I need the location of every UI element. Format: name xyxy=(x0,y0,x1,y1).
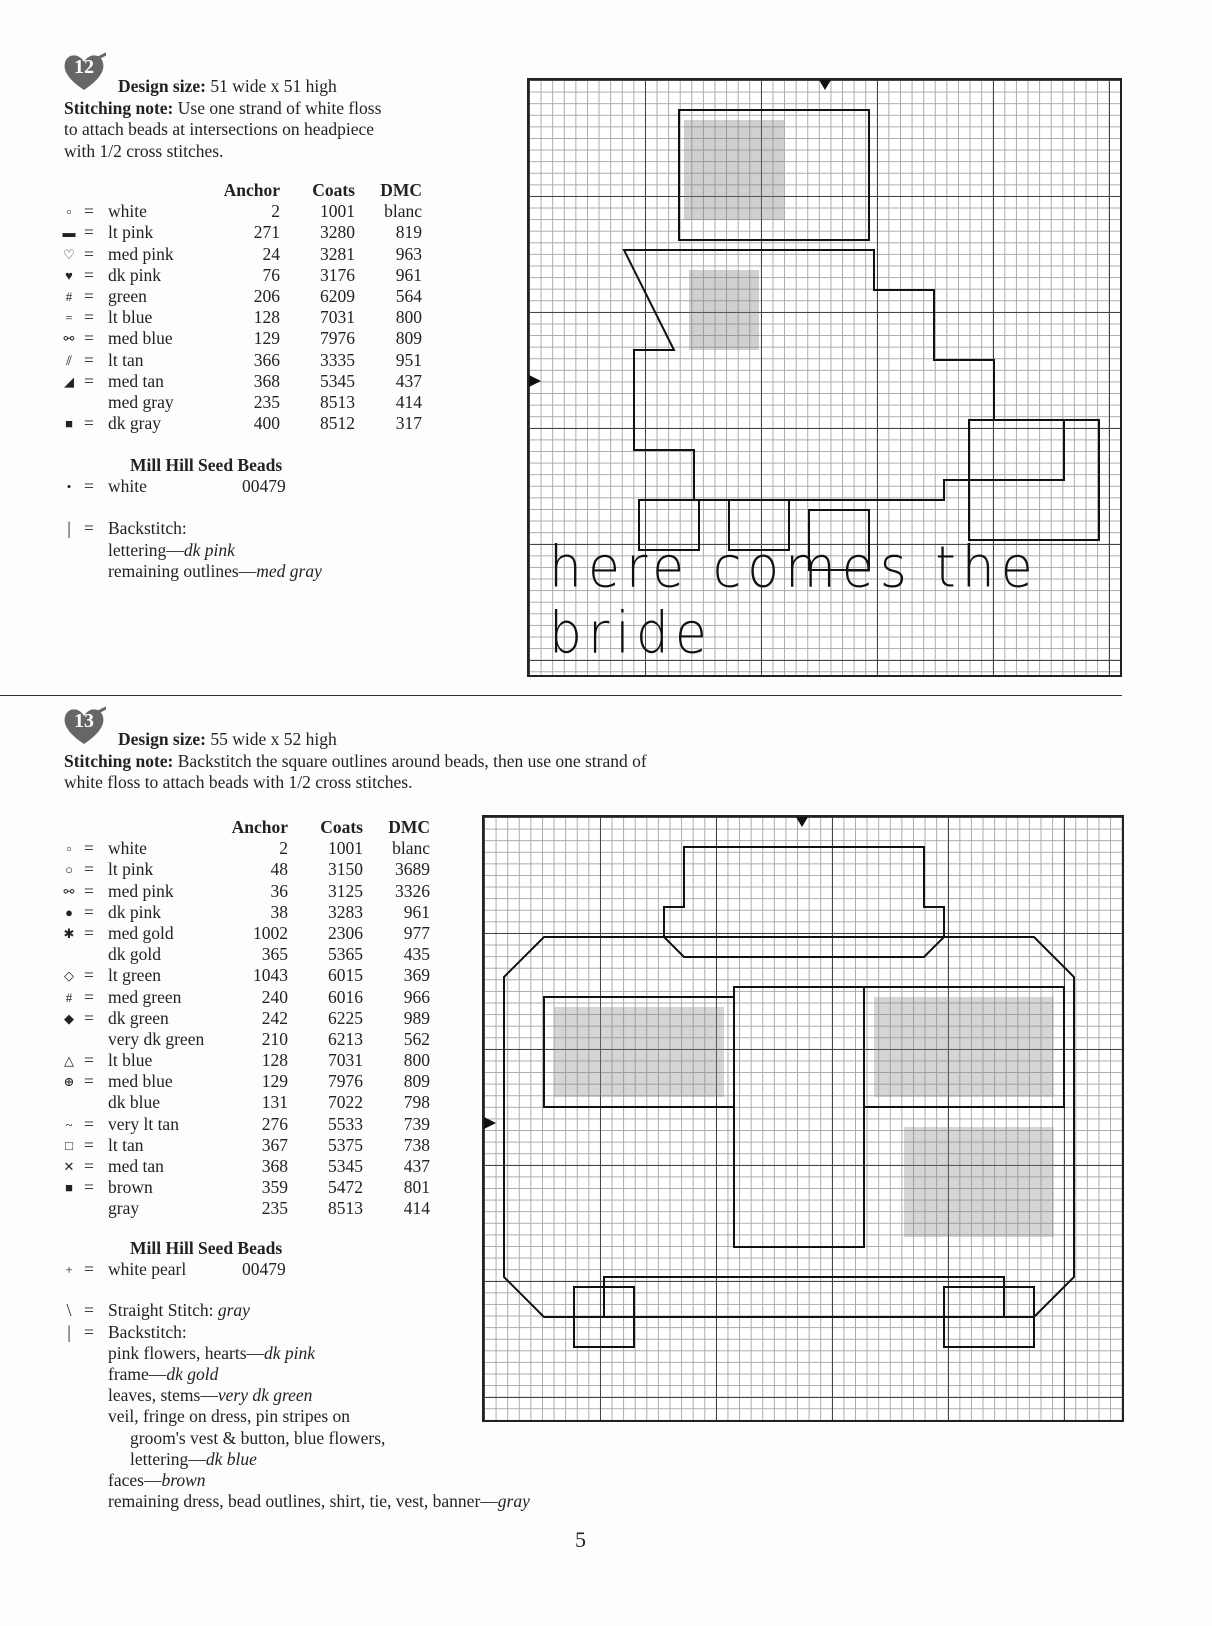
floss-symbol-icon: ◢ xyxy=(64,373,74,389)
anchor-number: 48 xyxy=(270,859,288,880)
floss-symbol-icon: ✕ xyxy=(63,1159,75,1174)
design-size: 55 wide x 52 high xyxy=(210,729,337,749)
color-name: med green xyxy=(108,986,182,1007)
coats-number: 6015 xyxy=(328,965,363,986)
color-key-row xyxy=(62,838,452,859)
floss-symbol-icon: = xyxy=(65,310,73,326)
table-header xyxy=(62,180,442,201)
color-name: dk blue xyxy=(108,1092,161,1113)
dmc-number: 961 xyxy=(403,901,430,922)
color-name: gray xyxy=(108,1198,140,1219)
stitch-label xyxy=(108,518,187,539)
bead-row xyxy=(62,476,482,497)
anchor-number: 128 xyxy=(261,1050,288,1071)
equals-sign: = xyxy=(84,518,94,539)
floss-symbol-icon: ▫ xyxy=(66,841,72,857)
coats-number: 6209 xyxy=(320,285,355,306)
center-arrow-top-icon xyxy=(796,817,808,827)
stitch-item xyxy=(62,1470,622,1491)
equals-sign: = xyxy=(84,986,94,1007)
dmc-number: blanc xyxy=(384,201,422,222)
beads-title: Mill Hill Seed Beads xyxy=(130,1238,283,1258)
color-name: med pink xyxy=(108,243,174,264)
stitch-item xyxy=(62,1449,622,1470)
note-line: with 1/2 cross stitches. xyxy=(64,140,224,161)
cross-stitch-chart-12 xyxy=(527,78,1122,677)
anchor-number: 24 xyxy=(262,243,280,264)
coats-number: 5365 xyxy=(328,944,363,965)
design-size: 51 wide x 51 high xyxy=(210,76,337,96)
coats-number: 3280 xyxy=(320,222,355,243)
design-13-info xyxy=(64,729,647,794)
column-header: DMC xyxy=(388,817,430,837)
anchor-number: 2 xyxy=(271,201,280,222)
anchor-number: 366 xyxy=(253,349,280,370)
color-key-row xyxy=(62,265,442,286)
color-name: dk gray xyxy=(108,413,161,434)
bead-symbol-icon: + xyxy=(65,1262,73,1278)
floss-symbol-icon: ● xyxy=(65,904,73,920)
column-header: Coats xyxy=(320,817,363,837)
design-size-label: Design size: xyxy=(118,729,206,749)
color-key-row xyxy=(62,859,452,880)
stitch-color: med gray xyxy=(256,560,322,581)
column-header: Anchor xyxy=(231,817,288,837)
floss-symbol-icon: ■ xyxy=(65,1180,73,1196)
stitch-area: remaining outlines— xyxy=(108,560,257,581)
equals-sign: = xyxy=(84,222,94,243)
color-name: white xyxy=(108,838,147,859)
color-key-row xyxy=(62,222,442,243)
stitch-color: dk blue xyxy=(205,1448,257,1469)
center-panel-outline xyxy=(734,987,864,1247)
stitch-row xyxy=(62,518,482,539)
stitch-type: Backstitch: xyxy=(108,1321,187,1342)
color-name: very dk green xyxy=(108,1028,205,1049)
color-key-row xyxy=(62,1071,452,1092)
equals-sign: = xyxy=(84,922,94,943)
color-name: lt pink xyxy=(108,222,154,243)
coats-number: 8512 xyxy=(320,413,355,434)
anchor-number: 365 xyxy=(261,944,288,965)
stitch-symbol-icon: | xyxy=(67,1321,71,1342)
equals-sign: = xyxy=(84,1156,94,1176)
stitch-area: groom's vest & button, blue flowers, xyxy=(130,1427,386,1448)
column-header: DMC xyxy=(380,180,422,200)
color-key-row xyxy=(62,1092,452,1113)
spacer xyxy=(62,497,482,518)
dmc-number: 437 xyxy=(395,370,422,391)
dmc-number: 369 xyxy=(403,965,430,986)
coats-number: 8513 xyxy=(328,1198,363,1219)
equals-sign: = xyxy=(84,1300,94,1321)
equals-sign: = xyxy=(84,328,94,349)
equals-sign: = xyxy=(84,838,94,859)
color-key-row xyxy=(62,965,452,986)
color-key-row xyxy=(62,413,442,434)
stitch-color: gray xyxy=(497,1491,530,1512)
equals-sign: = xyxy=(84,901,94,922)
dmc-number: 961 xyxy=(395,264,422,285)
dmc-number: 562 xyxy=(403,1028,430,1049)
stitch-area: pink flowers, hearts— xyxy=(108,1342,265,1363)
equals-sign: = xyxy=(84,859,94,880)
floss-symbol-icon: ■ xyxy=(65,416,73,432)
color-name: very lt tan xyxy=(108,1113,179,1134)
note-label: Stitching note: xyxy=(64,750,174,771)
chart-lettering: here comes the bride xyxy=(549,535,1039,667)
dmc-number: 809 xyxy=(395,328,422,349)
stitch-color: dk gold xyxy=(166,1363,219,1384)
stitch-label xyxy=(108,1300,250,1321)
floss-symbol-icon: ○ xyxy=(65,862,73,878)
coats-number: 6225 xyxy=(328,1007,363,1028)
color-key-row xyxy=(62,1114,452,1135)
coats-number: 7031 xyxy=(328,1050,363,1071)
column-header: Anchor xyxy=(223,180,280,200)
equals-sign: = xyxy=(84,476,94,497)
coats-number: 3125 xyxy=(328,880,363,901)
floss-symbol-icon: ~ xyxy=(65,1116,73,1132)
coats-number: 3176 xyxy=(320,264,355,285)
color-name: med pink xyxy=(108,880,174,901)
floss-symbol-icon: □ xyxy=(65,1137,73,1153)
equals-sign: = xyxy=(84,1134,94,1155)
equals-sign: = xyxy=(84,1321,94,1342)
anchor-number: 131 xyxy=(261,1092,288,1113)
equals-sign: = xyxy=(84,370,94,391)
color-name: med blue xyxy=(108,1071,173,1092)
equals-sign: = xyxy=(84,1113,94,1134)
note-label: Stitching note: xyxy=(64,97,174,118)
bead-code: 00479 xyxy=(242,1259,286,1280)
anchor-number: 38 xyxy=(270,901,288,922)
anchor-number: 235 xyxy=(261,1198,288,1219)
dmc-number: 317 xyxy=(395,413,422,434)
dmc-number: 800 xyxy=(395,307,422,328)
color-name: dk pink xyxy=(108,901,161,922)
floss-symbol-icon: ▬ xyxy=(62,225,76,241)
color-key-row xyxy=(62,902,452,923)
dmc-number: 966 xyxy=(403,986,430,1007)
dmc-number: 739 xyxy=(403,1113,430,1134)
stitch-symbol-icon: \ xyxy=(66,1300,72,1321)
stitch-type: Straight Stitch: xyxy=(108,1300,218,1321)
dmc-number: 800 xyxy=(403,1050,430,1071)
dmc-number: 801 xyxy=(403,1177,430,1198)
equals-sign: = xyxy=(84,307,94,328)
color-name: white xyxy=(108,201,147,222)
stitch-color: dk pink xyxy=(264,1342,316,1363)
anchor-number: 240 xyxy=(261,986,288,1007)
beads-and-stitches xyxy=(62,455,482,582)
color-name: green xyxy=(108,285,147,306)
coats-number: 3283 xyxy=(328,901,363,922)
note-line: white floss to attach beads with 1/2 cross stitches. xyxy=(64,772,413,792)
coats-number: 7976 xyxy=(328,1071,363,1092)
bead-code: 00479 xyxy=(242,476,286,497)
stitch-type: Backstitch: xyxy=(108,518,187,539)
color-name: dk gold xyxy=(108,944,161,965)
dmc-number: 564 xyxy=(395,285,422,306)
stitch-area: veil, fringe on dress, pin stripes on xyxy=(108,1406,351,1427)
floss-symbol-icon: ♡ xyxy=(63,246,75,262)
anchor-number: 271 xyxy=(253,222,280,243)
coats-number: 3335 xyxy=(320,349,355,370)
dmc-number: 738 xyxy=(403,1134,430,1155)
color-key-row xyxy=(62,350,442,371)
coats-number: 2306 xyxy=(328,922,363,943)
stitch-area: frame— xyxy=(108,1363,167,1384)
center-arrow-top-icon xyxy=(819,80,831,90)
anchor-number: 400 xyxy=(253,413,280,434)
color-key-table xyxy=(62,180,442,434)
color-name: lt blue xyxy=(108,1050,153,1071)
floss-symbol-icon: ⚯ xyxy=(63,331,75,347)
color-name: brown xyxy=(108,1177,153,1198)
color-key-row xyxy=(62,944,452,965)
color-key-table xyxy=(62,817,452,1220)
dmc-number: blanc xyxy=(392,838,430,859)
dmc-number: 989 xyxy=(403,1007,430,1028)
stitch-color: brown xyxy=(161,1469,206,1490)
column-header: Coats xyxy=(312,180,355,200)
color-key-row xyxy=(62,371,442,392)
stitch-area: leaves, stems— xyxy=(108,1385,218,1406)
floss-symbol-icon: ▫ xyxy=(66,204,72,220)
stitch-color: gray xyxy=(217,1300,250,1321)
color-key-row xyxy=(62,1198,452,1219)
color-key-row xyxy=(62,1050,452,1071)
chart-motif xyxy=(484,817,1122,1420)
equals-sign: = xyxy=(84,1007,94,1028)
dmc-number: 963 xyxy=(395,243,422,264)
anchor-number: 210 xyxy=(261,1028,288,1049)
design-size-label: Design size: xyxy=(118,76,206,96)
stitch-label xyxy=(108,1322,187,1343)
coats-number: 5375 xyxy=(328,1134,363,1155)
coats-number: 3150 xyxy=(328,859,363,880)
dmc-number: 414 xyxy=(395,391,422,412)
color-name: med gold xyxy=(108,922,174,943)
dmc-number: 3326 xyxy=(395,880,430,901)
color-key-row xyxy=(62,1008,452,1029)
stitch-area: lettering— xyxy=(130,1448,206,1469)
coats-number: 6016 xyxy=(328,986,363,1007)
anchor-number: 2 xyxy=(279,838,288,859)
stitch-color: very dk green xyxy=(217,1385,313,1406)
coats-number: 5345 xyxy=(328,1156,363,1176)
dmc-number: 977 xyxy=(403,922,430,943)
anchor-number: 242 xyxy=(261,1007,288,1028)
anchor-number: 129 xyxy=(253,328,280,349)
note-line: to attach beads at intersections on headpiece xyxy=(64,119,375,139)
coats-number: 5472 xyxy=(328,1177,363,1198)
bead-name: white xyxy=(108,476,147,497)
equals-sign: = xyxy=(84,201,94,222)
floss-symbol-icon: ⚯ xyxy=(63,883,75,899)
color-key-row xyxy=(62,1156,452,1177)
anchor-number: 129 xyxy=(261,1071,288,1092)
color-key-row xyxy=(62,881,452,902)
color-key-row xyxy=(62,244,442,265)
color-name: med gray xyxy=(108,391,174,412)
cross-stitch-chart-13 xyxy=(482,815,1124,1422)
equals-sign: = xyxy=(84,243,94,264)
note-line: Use one strand of white floss xyxy=(173,97,382,118)
stitch-area: remaining dress, bead outlines, shirt, tie, vest, banner— xyxy=(108,1491,498,1512)
floss-symbol-icon: ⫽ xyxy=(66,352,72,368)
anchor-number: 368 xyxy=(261,1156,288,1176)
color-key-row xyxy=(62,1135,452,1156)
dmc-number: 809 xyxy=(403,1071,430,1092)
stitch-item xyxy=(62,1491,622,1512)
color-key-row xyxy=(62,307,442,328)
color-key-row xyxy=(62,328,442,349)
dmc-number: 819 xyxy=(395,222,422,243)
coats-number: 7976 xyxy=(320,328,355,349)
center-arrow-left-icon xyxy=(529,375,541,387)
color-name: med tan xyxy=(108,370,164,391)
stitch-item xyxy=(62,1428,622,1449)
anchor-number: 76 xyxy=(262,264,280,285)
color-name: med blue xyxy=(108,328,173,349)
anchor-number: 206 xyxy=(253,285,280,306)
floss-symbol-icon: # xyxy=(65,288,73,304)
anchor-number: 359 xyxy=(261,1177,288,1198)
bead-name: white pearl xyxy=(108,1259,187,1280)
note-line: Backstitch the square outlines around beads, then use one strand of xyxy=(173,750,647,771)
dmc-number: 437 xyxy=(403,1156,430,1176)
floss-symbol-icon: # xyxy=(65,989,73,1005)
page-number: 5 xyxy=(575,1527,586,1552)
anchor-number: 276 xyxy=(261,1113,288,1134)
floss-symbol-icon: ⊕ xyxy=(63,1074,75,1090)
dmc-number: 951 xyxy=(395,349,422,370)
color-key-row xyxy=(62,201,442,222)
color-key-row xyxy=(62,286,442,307)
floss-symbol-icon: ♥ xyxy=(65,267,73,283)
color-name: lt tan xyxy=(108,1134,144,1155)
coats-number: 1001 xyxy=(320,201,355,222)
bead-symbol-icon: • xyxy=(66,479,72,495)
coats-number: 8513 xyxy=(320,391,355,412)
anchor-number: 367 xyxy=(261,1134,288,1155)
beads-title: Mill Hill Seed Beads xyxy=(130,455,283,475)
dmc-number: 798 xyxy=(403,1092,430,1113)
table-header xyxy=(62,817,452,838)
color-name: dk pink xyxy=(108,264,161,285)
floss-symbol-icon: ✱ xyxy=(63,925,75,941)
anchor-number: 1043 xyxy=(253,965,288,986)
design-number: 12 xyxy=(74,56,94,78)
color-key-row xyxy=(62,987,452,1008)
coats-number: 5345 xyxy=(320,370,355,391)
design-12-info xyxy=(64,76,381,162)
equals-sign: = xyxy=(84,413,94,434)
color-key-row xyxy=(62,392,442,413)
stitch-area: faces— xyxy=(108,1469,162,1490)
equals-sign: = xyxy=(84,1177,94,1198)
color-key-row xyxy=(62,1177,452,1198)
coats-number: 1001 xyxy=(328,838,363,859)
color-name: med tan xyxy=(108,1156,164,1176)
banner-outline xyxy=(664,847,944,957)
equals-sign: = xyxy=(84,1259,94,1280)
equals-sign: = xyxy=(84,349,94,370)
equals-sign: = xyxy=(84,965,94,986)
color-key-row xyxy=(62,923,452,944)
coats-number: 5533 xyxy=(328,1113,363,1134)
color-key-row xyxy=(62,1029,452,1050)
floss-symbol-icon: △ xyxy=(64,1053,74,1069)
stitch-area: lettering— xyxy=(108,539,184,560)
equals-sign: = xyxy=(84,880,94,901)
equals-sign: = xyxy=(84,1050,94,1071)
coats-number: 7022 xyxy=(328,1092,363,1113)
stitch-item xyxy=(62,561,482,582)
anchor-number: 368 xyxy=(253,370,280,391)
coats-number: 3281 xyxy=(320,243,355,264)
dmc-number: 414 xyxy=(403,1198,430,1219)
color-name: lt tan xyxy=(108,349,144,370)
floss-symbol-icon: ◇ xyxy=(64,968,74,984)
coats-number: 7031 xyxy=(320,307,355,328)
color-name: lt blue xyxy=(108,307,153,328)
anchor-number: 36 xyxy=(270,880,288,901)
coats-number: 6213 xyxy=(328,1028,363,1049)
stitch-color: dk pink xyxy=(183,539,235,560)
design-number: 13 xyxy=(74,710,94,732)
equals-sign: = xyxy=(84,1071,94,1092)
anchor-number: 128 xyxy=(253,307,280,328)
floss-symbol-icon: ◆ xyxy=(64,1010,74,1026)
equals-sign: = xyxy=(84,285,94,306)
stitch-item xyxy=(62,540,482,561)
center-arrow-left-icon xyxy=(484,1117,496,1129)
anchor-number: 1002 xyxy=(253,922,288,943)
dmc-number: 435 xyxy=(403,944,430,965)
dmc-number: 3689 xyxy=(395,859,430,880)
stitch-symbol-icon: | xyxy=(67,518,71,539)
equals-sign: = xyxy=(84,264,94,285)
color-name: lt pink xyxy=(108,859,154,880)
anchor-number: 235 xyxy=(253,391,280,412)
color-name: dk green xyxy=(108,1007,169,1028)
color-name: lt green xyxy=(108,965,161,986)
section-divider xyxy=(0,695,1122,696)
